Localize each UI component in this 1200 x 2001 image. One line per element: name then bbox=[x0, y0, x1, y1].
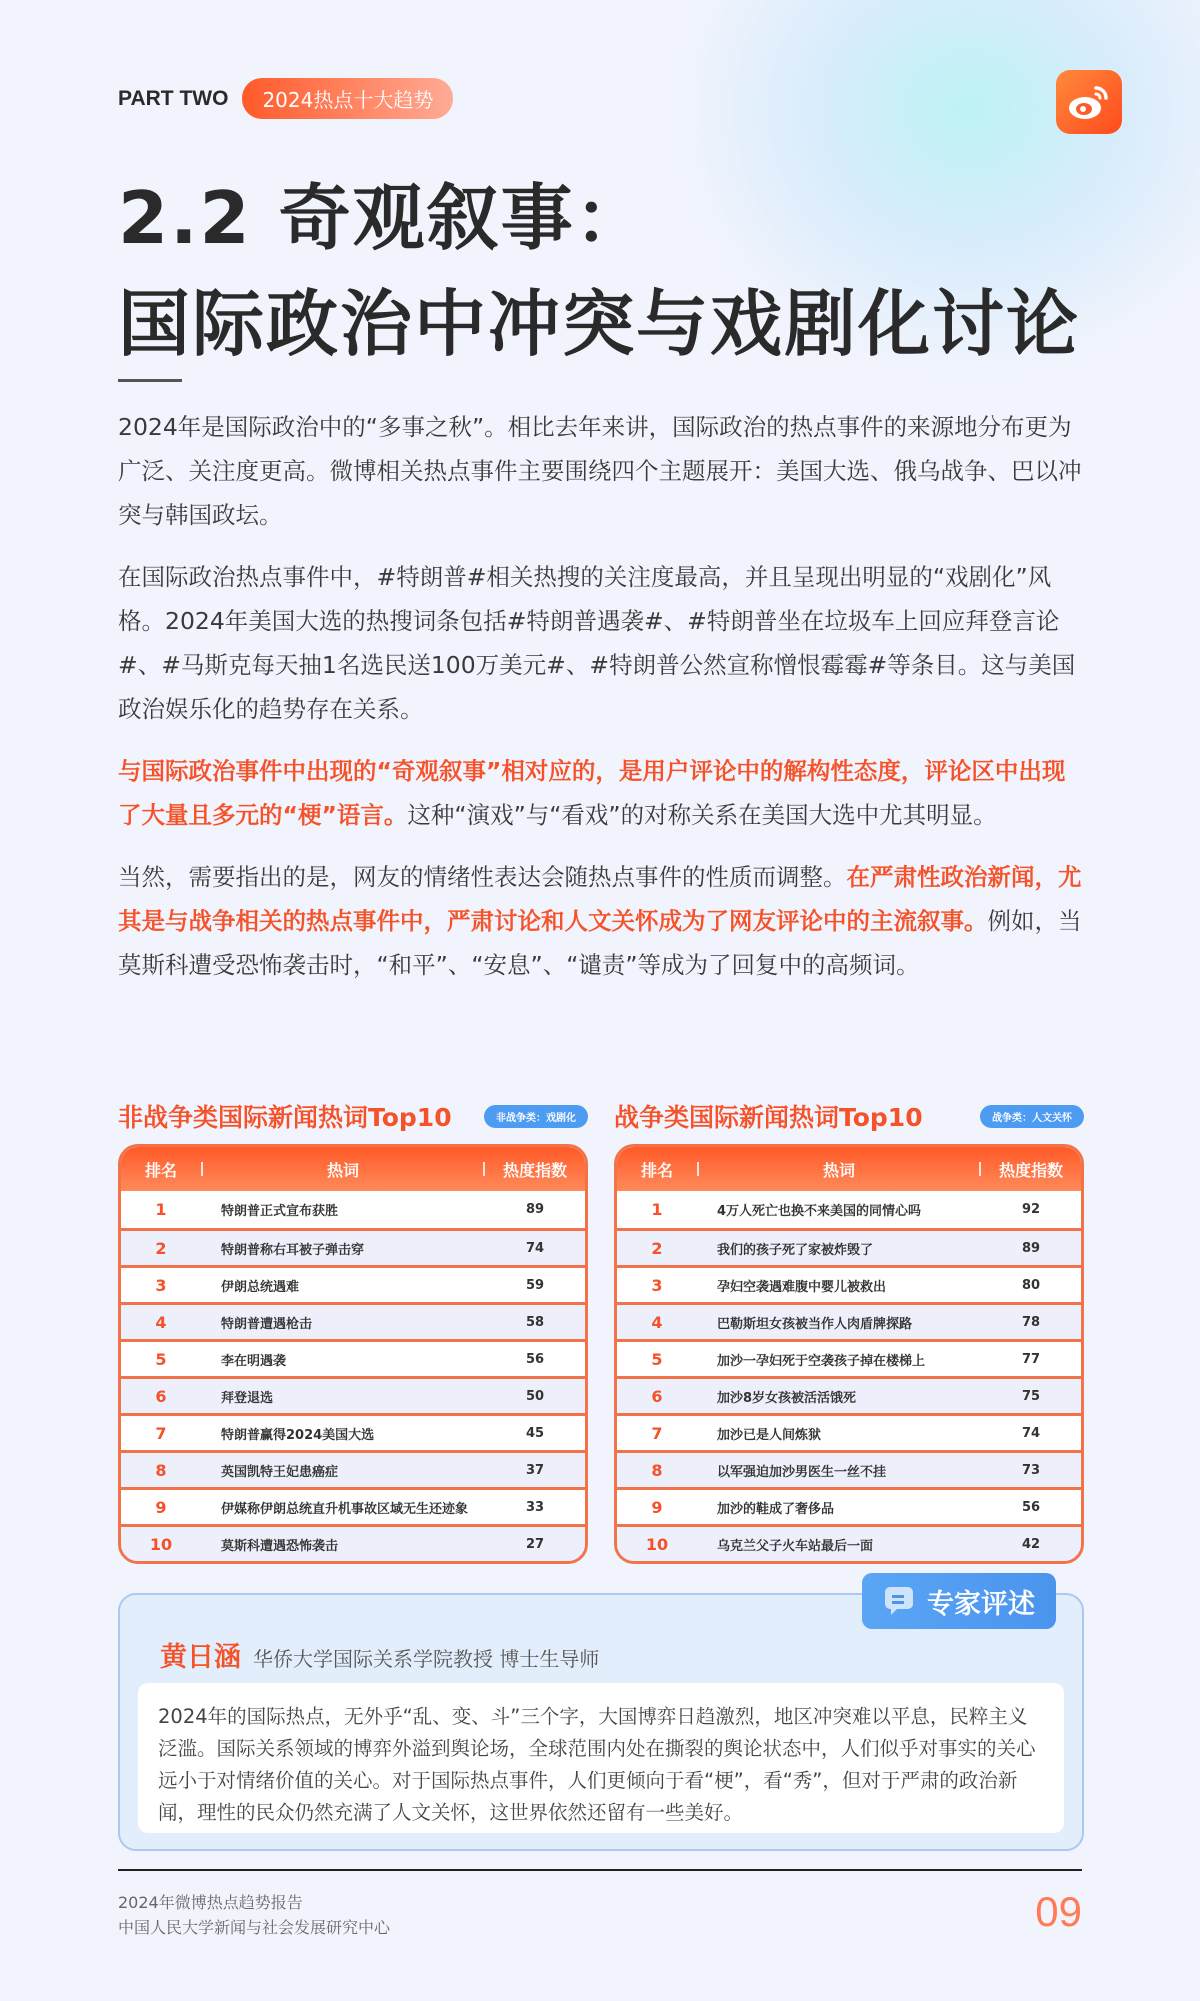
keyword: 拜登退选 bbox=[221, 1390, 274, 1406]
rank: 10 bbox=[645, 1534, 669, 1554]
page-number: 09 bbox=[1035, 1888, 1082, 1935]
keyword: 莫斯科遭遇恐怖袭击 bbox=[221, 1538, 339, 1554]
keyword: 特朗普正式宣布获胜 bbox=[221, 1204, 339, 1219]
rank: 7 bbox=[651, 1423, 663, 1443]
paragraph-1: 2024年是国际政治中的“多事之秋”。相比去年来讲，国际政治的热点事件的来源地分布更为广泛、关注度更高。微博相关热点事件主要围绕四个主题展开：美国大选、俄乌战争、巴以冲突与韩国政坛。 bbox=[118, 413, 1082, 529]
publisher: 中国人民大学新闻与社会发展研究中心 bbox=[118, 1918, 391, 1937]
section-header bbox=[118, 78, 453, 119]
table-row bbox=[121, 1450, 585, 1487]
keyword: 乌克兰父子火车站最后一面 bbox=[717, 1538, 874, 1554]
rank: 9 bbox=[155, 1497, 167, 1517]
heat-index: 56 bbox=[1021, 1499, 1041, 1515]
rank: 4 bbox=[155, 1312, 167, 1332]
keyword: 孕妇空袭遇难腹中婴儿被救出 bbox=[717, 1279, 887, 1295]
table-row bbox=[617, 1228, 1081, 1265]
expert-text: 2024年的国际热点，无外乎“乱、变、斗”三个字，大国博弈日趋激烈，地区冲突难以平息，民粹主义泛滥。国际关系领域的博弈外溢到舆论场，全球范围内处在撕裂的舆论状态中，人们似乎对事实的关心远小于对情绪价值的关心。对于国际热点事件，人们更倾向于看“梗”，看“秀”，但对于严肃的政治新闻，理性的民众仍然充满了人文关怀，这世界依然还留有一些美好。 bbox=[138, 1683, 1064, 1833]
table-row bbox=[617, 1376, 1081, 1413]
keyword: 特朗普遭遇枪击 bbox=[221, 1316, 313, 1332]
footer-divider bbox=[118, 1869, 1082, 1871]
heat-index: 89 bbox=[1021, 1240, 1041, 1256]
section-pill: 2024热点十大趋势 bbox=[242, 78, 453, 119]
header-separator bbox=[697, 1162, 699, 1176]
header-separator bbox=[201, 1162, 203, 1176]
heat-index: 74 bbox=[525, 1240, 545, 1256]
heat-index: 92 bbox=[1021, 1202, 1041, 1217]
weibo-logo-icon bbox=[1056, 70, 1122, 134]
header-index: 热度指数 bbox=[502, 1160, 567, 1180]
keyword: 加沙8岁女孩被活活饿死 bbox=[717, 1390, 857, 1406]
footer bbox=[118, 1890, 390, 1940]
heat-index: 37 bbox=[525, 1462, 545, 1478]
table-title-bar bbox=[118, 1100, 588, 1132]
paragraph-2: 在国际政治热点事件中，#特朗普#相关热搜的关注度最高，并且呈现出明显的“戏剧化”风格。2024年美国大选的热搜词条包括#特朗普遇袭#、#特朗普坐在垃圾车上回应拜登言论#、#马斯克每天抽1名选民送100万美元#、#特朗普公然宣称憎恨霉霉#等条目。这与美国政治娱乐化的趋势存在关系。 bbox=[118, 563, 1076, 723]
expert-name: 黄日涵 bbox=[160, 1642, 241, 1673]
table-row bbox=[121, 1302, 585, 1339]
title-line-1: 2.2 奇观叙事： bbox=[118, 176, 649, 260]
highlight-text: 在严肃性政治新闻，尤其是与战争相关的热点事件中，严肃讨论和人文关怀成为了网友评论中的主流叙事。 bbox=[118, 863, 1082, 935]
heat-index: 33 bbox=[525, 1499, 545, 1515]
rank: 5 bbox=[651, 1349, 663, 1369]
paragraph-4 bbox=[118, 855, 1084, 987]
heat-index: 80 bbox=[1021, 1277, 1041, 1293]
table-non-war bbox=[118, 1100, 588, 1564]
rank: 1 bbox=[651, 1200, 663, 1219]
heat-index: 50 bbox=[525, 1388, 545, 1404]
heat-index: 42 bbox=[1021, 1536, 1041, 1552]
table-header bbox=[121, 1147, 585, 1191]
table-row bbox=[121, 1376, 585, 1413]
keyword: 4万人死亡也换不来美国的同情心吗 bbox=[717, 1204, 922, 1219]
table-row bbox=[121, 1487, 585, 1524]
header-rank: 排名 bbox=[144, 1160, 177, 1180]
rank: 2 bbox=[651, 1238, 663, 1258]
heat-index: 73 bbox=[1021, 1462, 1041, 1478]
category-tag: 非战争类：戏剧化 bbox=[484, 1105, 588, 1128]
expert-affiliation: 华侨大学国际关系学院教授 博士生导师 bbox=[253, 1647, 600, 1671]
heat-index: 56 bbox=[525, 1351, 545, 1367]
part-label: PART TWO bbox=[118, 86, 229, 110]
heat-index: 27 bbox=[525, 1536, 545, 1552]
keyword: 特朗普称右耳被子弹击穿 bbox=[221, 1242, 365, 1258]
rank: 6 bbox=[651, 1386, 663, 1406]
chat-icon bbox=[883, 1585, 917, 1617]
heat-index: 78 bbox=[1021, 1314, 1041, 1330]
keyword: 加沙的鞋成了奢侈品 bbox=[717, 1501, 835, 1517]
table-title: 非战争类国际新闻热词Top10 bbox=[118, 1103, 452, 1132]
heat-index: 75 bbox=[1021, 1388, 1041, 1404]
rank: 6 bbox=[155, 1386, 167, 1406]
table-row bbox=[121, 1413, 585, 1450]
rank: 8 bbox=[651, 1460, 663, 1480]
keyword: 李在明遇袭 bbox=[221, 1353, 287, 1369]
rank: 8 bbox=[155, 1460, 167, 1480]
keyword: 英国凯特王妃患癌症 bbox=[221, 1464, 339, 1480]
keyword: 我们的孩子死了家被炸毁了 bbox=[717, 1242, 874, 1258]
rank: 5 bbox=[155, 1349, 167, 1369]
highlight-text: 与国际政治事件中出现的“奇观叙事”相对应的，是用户评论中的解构性态度，评论区中出现了大量且多元的“梗”语言。 bbox=[118, 757, 1066, 829]
table-row bbox=[121, 1228, 585, 1265]
expert-badge bbox=[862, 1573, 1056, 1629]
title-line-2: 国际政治中冲突与戏剧化讨论 bbox=[118, 282, 1081, 366]
page-title bbox=[118, 165, 1098, 377]
table-row bbox=[121, 1191, 585, 1228]
rank: 3 bbox=[155, 1275, 167, 1295]
table-row bbox=[617, 1265, 1081, 1302]
header-separator bbox=[979, 1162, 981, 1176]
keyword: 以军强迫加沙男医生一丝不挂 bbox=[717, 1464, 887, 1480]
rank: 4 bbox=[651, 1312, 663, 1332]
heat-index: 77 bbox=[1021, 1351, 1041, 1367]
table-row bbox=[617, 1413, 1081, 1450]
paragraph-3 bbox=[118, 749, 1084, 837]
table-war bbox=[614, 1100, 1084, 1564]
text: 例如，当莫斯科遭受恐怖袭击时，“和平”、“安息”、“谴责”等成为了回复中的高频词。 bbox=[118, 907, 1082, 979]
text: 当然，需要指出的是，网友的情绪性表达会随热点事件的性质而调整。 bbox=[118, 863, 847, 891]
header-keyword: 热词 bbox=[822, 1160, 855, 1180]
table-row bbox=[121, 1339, 585, 1376]
table-title: 战争类国际新闻热词Top10 bbox=[614, 1103, 923, 1132]
expert-badge-label: 专家评述 bbox=[927, 1588, 1035, 1620]
rank: 3 bbox=[651, 1275, 663, 1295]
divider bbox=[118, 379, 182, 382]
header-index: 热度指数 bbox=[998, 1160, 1063, 1180]
keyword: 伊朗总统遇难 bbox=[221, 1279, 300, 1295]
expert-header bbox=[160, 1635, 599, 1674]
heat-index: 74 bbox=[1021, 1425, 1041, 1441]
body-text bbox=[118, 405, 1084, 1005]
heat-index: 45 bbox=[525, 1425, 545, 1441]
table-row bbox=[617, 1191, 1081, 1228]
table-header bbox=[617, 1147, 1081, 1191]
table-row bbox=[121, 1265, 585, 1302]
rank: 10 bbox=[149, 1534, 173, 1554]
keyword: 加沙一孕妇死于空袭孩子掉在楼梯上 bbox=[717, 1353, 926, 1369]
hotword-table bbox=[118, 1144, 588, 1564]
table-row bbox=[617, 1487, 1081, 1524]
heat-index: 59 bbox=[525, 1277, 545, 1293]
table-row bbox=[121, 1524, 585, 1561]
rank: 9 bbox=[651, 1497, 663, 1517]
rank: 2 bbox=[155, 1238, 167, 1258]
keyword: 特朗普赢得2024美国大选 bbox=[221, 1427, 375, 1443]
rank: 1 bbox=[155, 1200, 167, 1219]
rank: 7 bbox=[155, 1423, 167, 1443]
category-tag: 战争类：人文关怀 bbox=[980, 1105, 1084, 1128]
header-keyword: 热词 bbox=[326, 1160, 359, 1180]
heat-index: 89 bbox=[525, 1202, 545, 1217]
header-rank: 排名 bbox=[640, 1160, 673, 1180]
text: 这种“演戏”与“看戏”的对称关系在美国大选中尤其明显。 bbox=[407, 801, 997, 829]
header-separator bbox=[483, 1162, 485, 1176]
table-row bbox=[617, 1524, 1081, 1561]
table-row bbox=[617, 1450, 1081, 1487]
keyword: 巴勒斯坦女孩被当作人肉盾牌探路 bbox=[717, 1316, 913, 1332]
hotword-table bbox=[614, 1144, 1084, 1564]
table-title-bar bbox=[614, 1100, 1084, 1132]
table-row bbox=[617, 1302, 1081, 1339]
keyword: 伊媒称伊朗总统直升机事故区域无生还迹象 bbox=[221, 1501, 469, 1517]
report-name: 2024年微博热点趋势报告 bbox=[118, 1893, 303, 1912]
table-row bbox=[617, 1339, 1081, 1376]
heat-index: 58 bbox=[525, 1314, 545, 1330]
keyword: 加沙已是人间炼狱 bbox=[717, 1427, 822, 1443]
expert-comment-card bbox=[118, 1593, 1084, 1851]
